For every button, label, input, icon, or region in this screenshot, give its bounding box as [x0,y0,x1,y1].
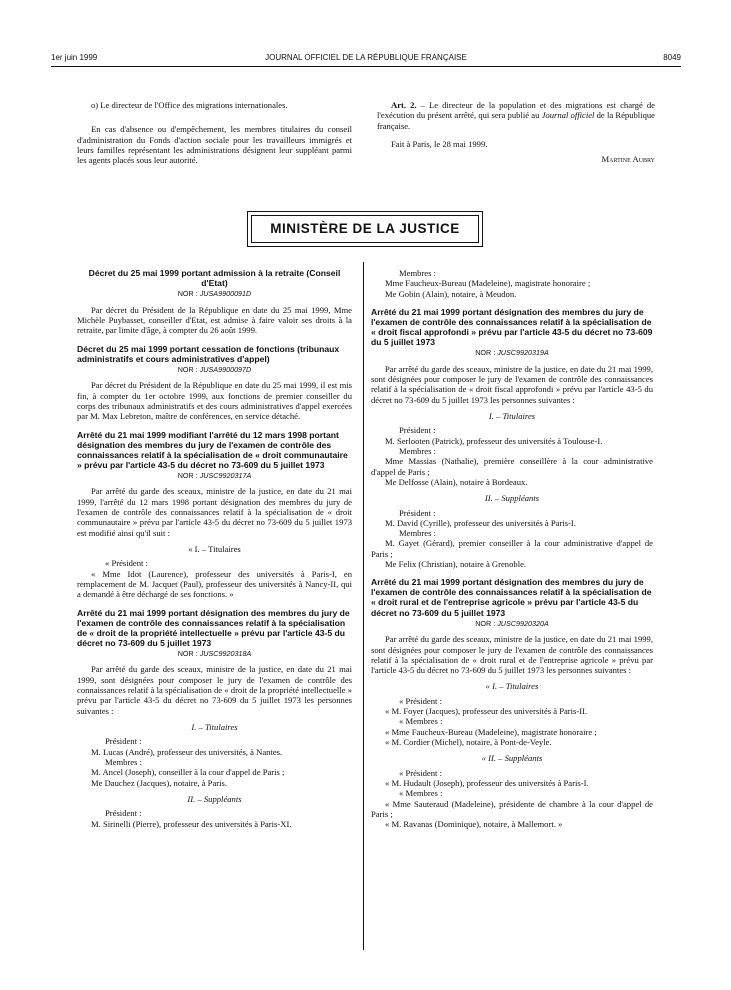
arrete-4-members-2-label: « Membres : [399,788,443,799]
article-2-tail: de la République française. [377,110,655,131]
arrete-3-member-4: Me Felix (Christian), notaire à Grenoble. [385,559,527,570]
decree-1-text: Par décret du Président de la République en date du 25 mai 1999, Mme Michèle Puybasset, conseiller d'Etat, est admise à faire valoir ses droits à la retraite, par limite d'âge, à compter du 26 août 1999. [77,304,352,336]
article-2 [377,100,655,131]
arrete-3-president: M. Serlooten (Patrick), professeur des universités à Toulouse-I. [385,435,603,446]
arrete-1-president-label: « Président : [105,558,148,569]
decree-2-nor: NOR : JUSA9900097D [177,364,252,374]
arrete-1-text: Par arrêté du garde des sceaux, ministre de la justice, en date du 21 mai 1999, l'arrêté du 12 mars 1998 portant désignation des membres du jury de l'examen de contrôle des connaissances relatif à la spécialisation de « droit communautaire » prévu par l'article 43-5 du décret no 73-609 du 5 juillet 1973 est modifié ainsi qu'il suit : [77,486,352,538]
arrete-1-title: Arrêté du 21 mai 1999 modifiant l'arrêté du 12 mars 1998 portant désignation des membres du jury de l'examen de contrôle des connaissances relatif à la spécialisation de « droit communautaire » prévu par l'article 43-5 du décret no 73-609 du 5 juillet 1973 [77,429,348,470]
arrete-3-member-2: Me Delfosse (Alain), notaire à Bordeaux. [385,476,528,487]
top-right-column [377,100,655,165]
arrete-4-president: « M. Foyer (Jacques), professeur des universités à Paris-II. [385,706,588,717]
ministry-banner [247,211,483,247]
arrete-4-member-3: « Mme Sauteraud (Madeleine), présidente de chambre à la cour d'appel de Paris ; [371,798,653,819]
arrete-3-section-2: II. – Suppléants [484,493,540,504]
arrete-2-text: Par arrêté du garde des sceaux, ministre de la justice, en date du 21 mai 1999, sont désignées pour composer le jury de l'examen de contrôle des connaissances relatif à la spécialisation de « droit de la propriété intellectuelle » prévu par l'article 43-5 du décret no 73-609 du 5 juillet 1973 les personnes suivantes : [77,664,352,716]
page-header [51,53,681,65]
item-o: o) Le directeur de l'Office des migrations internationales. [91,100,288,110]
arrete-3-member-1: Mme Massias (Nathalie), première conseillère à la cour administrative d'appel de Paris ; [371,456,653,477]
header-journal-title: JOURNAL OFFICIEL DE LA RÉPUBLIQUE FRANÇAISE [265,53,467,62]
arrete-3-president-label: Président : [399,425,436,436]
decree-2-title: Décret du 25 mai 1999 portant cessation de fonctions (tribunaux administratifs et cours administratives d'appel) [77,343,340,364]
arrete-4-member-2: « M. Cordier (Michel), notaire, à Pont-de-Veyle. [385,737,552,748]
arrete-4-nor: NOR : JUSC9920320A [475,618,549,628]
arrete-2-member-1: M. Ancel (Joseph), conseiller à la cour d'appel de Paris ; [91,767,285,778]
decree-2-text: Par décret du Président de la République en date du 25 mai 1999, il est mis fin, à compter du 1er octobre 1999, aux fonctions de premier conseiller du corps des tribunaux administratifs et des cours administratives d'appel exercées par M. Max Lebreton, maître de conférences, en service détaché. [77,380,352,422]
arrete-4-member-4: « M. Ravanas (Dominique), notaire, à Mallemort. » [385,819,563,830]
arrete-1-section: « I. – Titulaires [188,544,241,555]
column-divider [363,262,364,950]
arrete-2-president: M. Lucas (André), professeur des universités, à Nantes. [91,746,283,757]
arrete-4-section-1: « I. – Titulaires [485,681,539,692]
fait-a-paris: Fait à Paris, le 28 mai 1999. [391,138,488,149]
arrete-4-president-label: « Président : [399,695,442,706]
top-left-column [77,100,352,166]
arrete-3-member-3: M. Gayet (Gérard), premier conseiller à la cour administrative d'appel de Paris ; [371,538,653,559]
arrete-2-title: Arrêté du 21 mai 1999 portant désignation des membres du jury de l'examen de contrôle des connaissances relatif à la spécialisation de « droit de la propriété intellectuelle » prévu par l'article 43-5 du décret no 73-609 du 5 juillet 1973 [77,607,350,648]
arrete-2-president-2: M. Sirinelli (Pierre), professeur des universités à Paris-XI. [91,818,292,829]
arrete-4-president-2: « M. Hudault (Joseph), professeur des universités à Paris-I. [385,777,589,788]
arrete-3-members-2-label: Membres : [399,528,436,539]
article-2-label: Art. 2. [391,100,417,110]
ministry-banner-title: MINISTÈRE DE LA JUSTICE [251,215,479,243]
arrete-2-nor: NOR : JUSC9920318A [177,648,252,658]
arrete-3-text: Par arrêté du garde des sceaux, ministre de la justice, en date du 21 mai 1999, sont désignées pour composer le jury de l'examen de contrôle des connaissances relatif à la spécialisation de « droit fiscal approfondi » prévu par l'article 43-5 du décret no 73-609 du 5 juillet 1973 les personnes suivantes : [371,363,653,405]
right-column [371,268,653,830]
arrete-1-nor: NOR : JUSC9920317A [177,470,252,480]
arrete-3-section-1: I. – Titulaires [488,411,536,422]
left-column [77,268,352,829]
arrete-3-members-label: Membres : [399,445,436,456]
decree-1-nor: NOR : JUSA9900091D [177,289,252,299]
arrete-4-title: Arrêté du 21 mai 1999 portant désignation des membres du jury de l'examen de contrôle des connaissances relatif à la spécialisation de « droit rural et de l'entreprise agricole » prévu par l'article 43-5 du décret no 73-609 du 5 juillet 1973 [371,577,652,618]
arrete-3-nor: NOR : JUSC9920319A [475,348,549,358]
cont-members-label: Membres : [399,268,436,278]
cont-member-2: Me Gobin (Alain), notaire, à Meudon. [385,288,517,299]
header-page-number: 8049 [663,53,681,62]
decree-1-title: Décret du 25 mai 1999 portant admission à la retraite (Conseil d'Etat) [88,268,341,289]
arrete-3-president-2: M. David (Cyrille), professeur des universités à Paris-I. [385,517,576,528]
arrete-2-section-1: I. – Titulaires [191,722,238,732]
arrete-4-text: Par arrêté du garde des sceaux, ministre de la justice, en date du 21 mai 1999, sont désignées pour composer le jury de l'examen de contrôle des connaissances relatif à la spécialisation de « droit rural et de l'entreprise agricole » prévu par l'article 43-5 du décret no 73-609 du 5 juillet 1973 les personnes suivantes : [371,634,653,676]
arrete-4-members-label: « Membres : [399,716,443,727]
absence-paragraph: En cas d'absence ou d'empêchement, les membres titulaires du conseil d'administration du Fonds d'action sociale pour les travailleurs immigrés et leurs familles représentant les administrations désignent leur suppléant parmi les agents placés sous leur autorité. [77,124,352,166]
arrete-4-member-1: « Mme Faucheux-Bureau (Madeleine), magistrate honoraire ; [385,726,597,737]
header-rule [51,66,681,67]
arrete-2-president-label: Président : [105,736,142,747]
arrete-2-section-2: II. – Suppléants [187,793,242,804]
arrete-4-section-2: « II. – Suppléants [481,753,543,764]
arrete-1-president: « Mme Idot (Laurence), professeur des universités à Paris-I, en remplacement de M. Jacquet (Paul), professeur des universités à Nancy-II, qui a demandé à être déchargé de ses fonctions. » [77,568,352,600]
cont-member-1: Mme Faucheux-Bureau (Madeleine), magistrate honoraire ; [385,278,591,289]
article-2-text: – Le directeur de la population et des migrations est chargé de l'exécution du présent arrêté, qui sera publié au [377,100,656,121]
signature: Martine Aubry [601,154,655,165]
arrete-4-president-2-label: « Président : [399,767,442,778]
arrete-3-title: Arrêté du 21 mai 1999 portant désignation des membres du jury de l'examen de contrôle des connaissances relatif à la spécialisation de « droit fiscal approfondi » prévu par l'article 43-5 du décret no 73-609 du 5 juillet 1973 [371,306,653,348]
arrete-3-president-2-label: Président : [399,507,436,518]
arrete-2-president-2-label: Président : [105,808,142,819]
header-date: 1er juin 1999 [51,53,98,62]
arrete-2-member-2: Me Dauchez (Jacques), notaire, à Paris. [91,777,228,788]
journal-officiel: Journal officiel [541,110,595,121]
arrete-2-members-label: Membres : [105,756,142,767]
